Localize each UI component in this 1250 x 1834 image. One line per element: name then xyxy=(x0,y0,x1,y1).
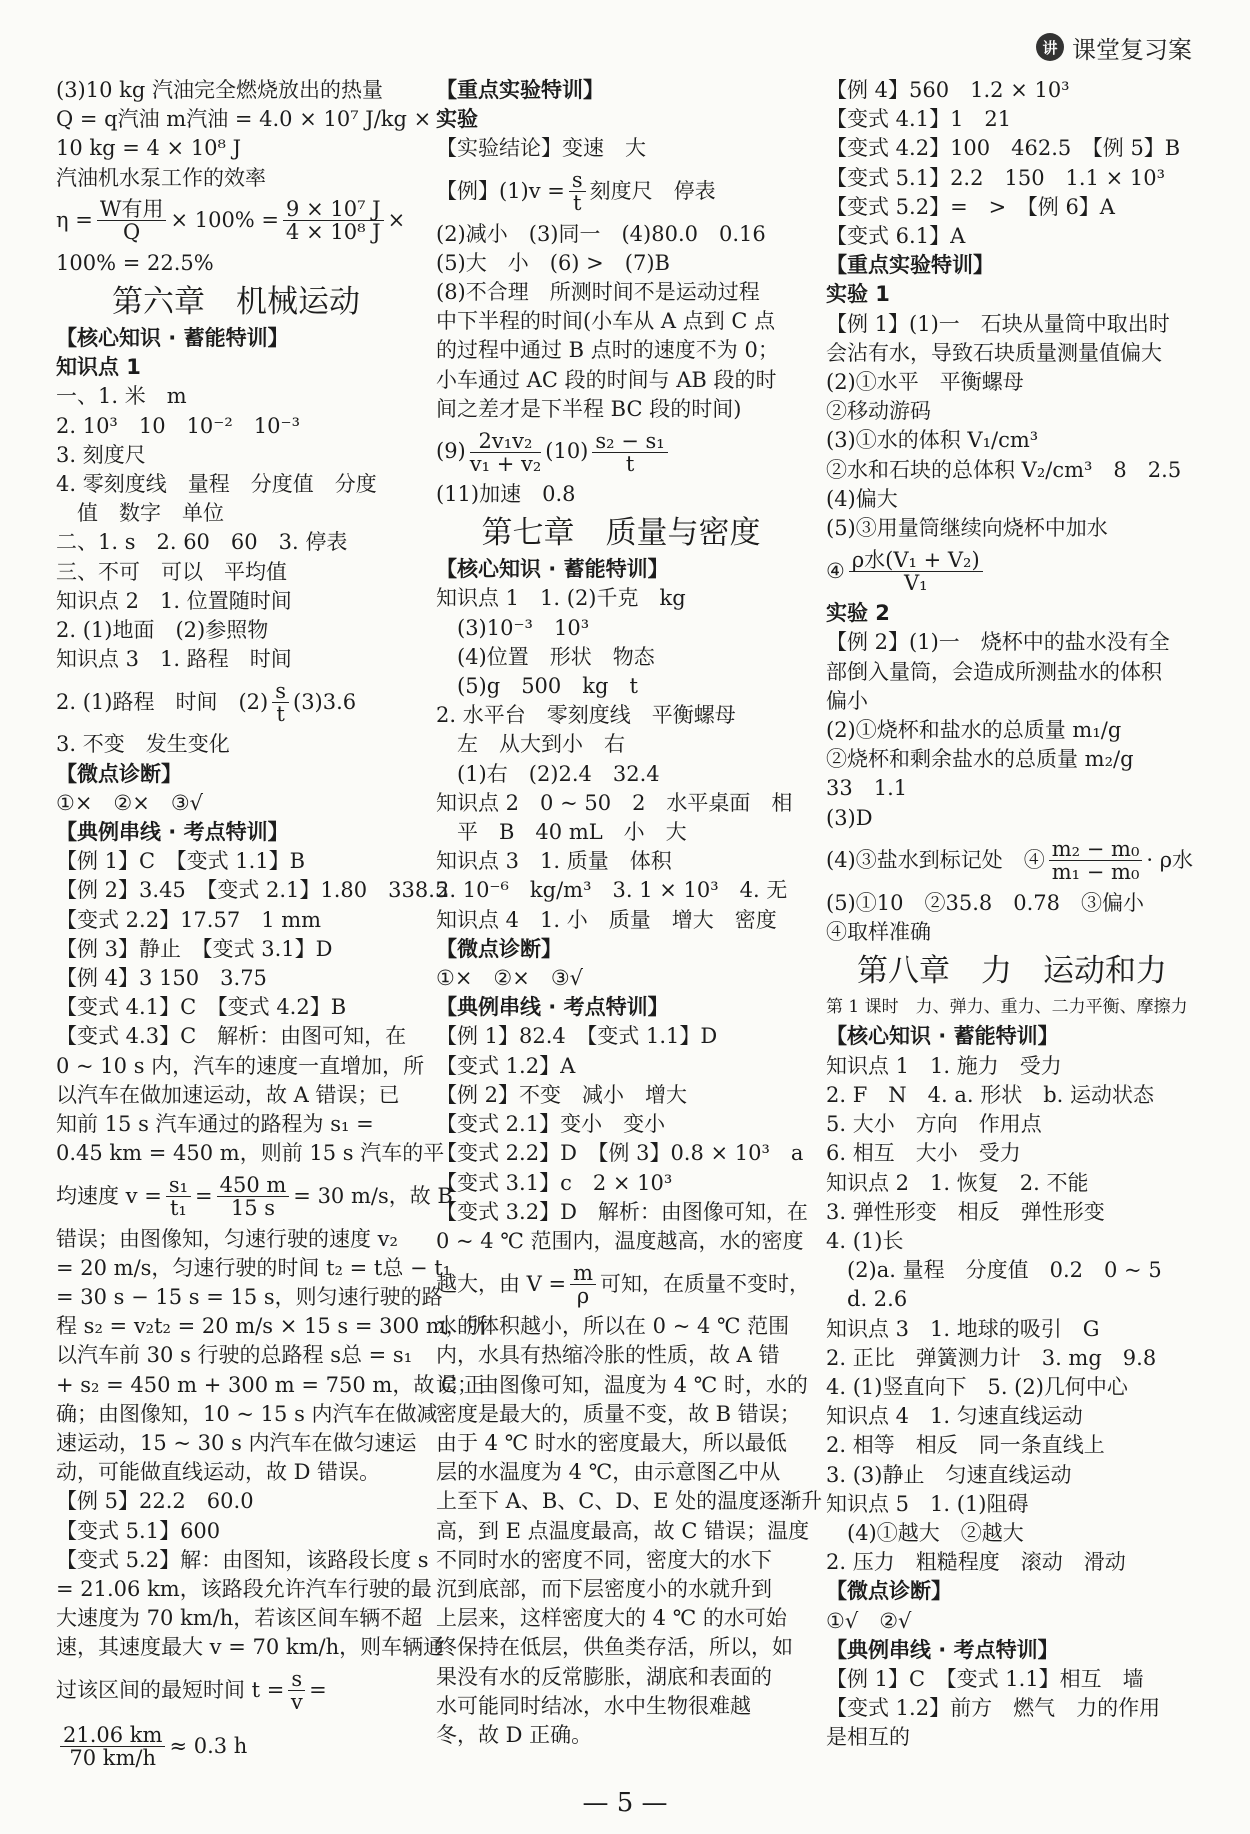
text-line: 5. 大小 方向 作用点 xyxy=(826,1112,1042,1137)
text-line: 三、不可 可以 平均值 xyxy=(56,559,287,584)
text: (10) xyxy=(545,439,589,464)
text-line: 上层来，这样密度大的 4 ℃ 的水可始 xyxy=(436,1606,787,1631)
text-line: 不同时水的密度不同，密度大的水下 xyxy=(436,1547,772,1572)
text-line: 以汽车在做加速运动，故 A 错误；已 xyxy=(56,1082,400,1107)
section-heading: 【微点诊断】 xyxy=(436,936,562,961)
chapter-title: 第七章 质量与密度 xyxy=(481,515,761,552)
text-line: 知识点 1 1. 施力 受力 xyxy=(826,1053,1062,1078)
text-line: (4)①越大 ②越大 xyxy=(826,1520,1024,1545)
text-line: (5)①10 ②35.8 0.78 ③偏小 xyxy=(826,890,1144,915)
experiment-heading: 实验 1 xyxy=(826,282,890,307)
fraction xyxy=(288,1668,305,1713)
text-line: 【变式 4.2】100 462.5 【例 5】B xyxy=(826,136,1181,161)
text-line: 知识点 2 1. 恢复 2. 不能 xyxy=(826,1170,1089,1195)
text-line: 值 数字 单位 xyxy=(56,501,224,526)
text-line-with-fraction xyxy=(56,674,416,730)
text-line: 【例 2】3.45 【变式 2.1】1.80 338.5 xyxy=(56,878,449,903)
text-line: 左 从大到小 右 xyxy=(436,732,625,757)
numerator: 450 m xyxy=(217,1174,290,1197)
text-line-with-fraction xyxy=(436,1256,811,1312)
text-line: 知识点 4 1. 匀速直线运动 xyxy=(826,1404,1083,1429)
formula-text: × xyxy=(387,208,406,233)
text-line: 2. F N 4. a. 形状 b. 运动状态 xyxy=(826,1082,1155,1107)
text-line: 汽油机水泵工作的效率 xyxy=(56,165,266,190)
text-line: (2)①水平 平衡螺母 xyxy=(826,370,1024,395)
denominator: Q xyxy=(123,220,141,245)
text: 可知，在质量不变时， xyxy=(600,1271,811,1296)
section-heading: 【核心知识 · 蓄能特训】 xyxy=(436,557,669,582)
text-line: 【变式 2.2】17.57 1 mm xyxy=(56,907,322,932)
text-line: 知识点 2 1. 位置随时间 xyxy=(56,588,292,613)
text-line: (2)a. 量程 分度值 0.2 0 ~ 5 xyxy=(826,1258,1162,1283)
text-line: 【变式 5.1】2.2 150 1.1 × 10³ xyxy=(826,165,1166,190)
text-line: 中下半程的时间(小车从 A 点到 C 点 xyxy=(436,309,776,334)
text-line: 沉到底部，而下层密度小的水就升到 xyxy=(436,1576,772,1601)
text-line: 100% = 22.5% xyxy=(56,250,214,275)
text-line: (3)①水的体积 V₁/cm³ xyxy=(826,428,1039,453)
text-line: 部倒入量筒，会造成所测盐水的体积 xyxy=(826,659,1162,684)
text-line: ④取样准确 xyxy=(826,920,931,945)
fraction xyxy=(283,198,384,243)
denominator: t xyxy=(625,451,635,476)
fraction xyxy=(1049,838,1143,883)
text-line: 4. (1)竖直向下 5. (2)几何中心 xyxy=(826,1374,1128,1399)
denominator: V₁ xyxy=(903,570,928,595)
text-line: 知识点 5 1. (1)阻碍 xyxy=(826,1491,1029,1516)
text-line: 【例 1】C 【变式 1.1】相互 墙 xyxy=(826,1666,1144,1691)
text-line: 2. (1)地面 (2)参照物 xyxy=(56,618,269,643)
text-line: 知识点 3 1. 路程 时间 xyxy=(56,647,292,672)
text-line: 会沾有水，导致石块质量测量值偏大 xyxy=(826,340,1162,365)
text-line: 动，可能做直线运动，故 D 错误。 xyxy=(56,1460,381,1485)
section-heading: 【微点诊断】 xyxy=(56,761,182,786)
text-line: 6. 相互 大小 受力 xyxy=(826,1141,1021,1166)
text-line: 【例 3】静止 【变式 3.1】D xyxy=(56,936,333,961)
text: ④ xyxy=(826,558,845,583)
text-line: (8)不合理 所测时间不是运动过程 xyxy=(436,280,760,305)
text-line-with-fraction xyxy=(436,424,806,480)
text-line: 【变式 5.2】解：由图知，该路段长度 s xyxy=(56,1547,429,1572)
text-line: 知前 15 s 汽车通过的路程为 s₁ = xyxy=(56,1112,374,1137)
text-line-with-fraction xyxy=(56,1169,453,1225)
section-heading: 【核心知识 · 蓄能特训】 xyxy=(826,1024,1059,1049)
text: 均速度 v = xyxy=(56,1183,162,1208)
numerator: s₁ xyxy=(166,1174,191,1197)
text-line: (4)位置 形状 物态 xyxy=(436,644,655,669)
text-line-with-fraction xyxy=(826,543,1198,599)
numerator: m₂ − m₀ xyxy=(1049,838,1143,861)
fraction xyxy=(166,1174,191,1219)
numerator: s xyxy=(272,680,289,703)
text-line: = 20 m/s，匀速行驶的时间 t₂ = t总 − t₁ xyxy=(56,1255,452,1280)
chapter-title: 第六章 机械运动 xyxy=(112,284,360,321)
text-line: 【例 2】不变 减小 增大 xyxy=(436,1082,688,1107)
text-line: 【例 4】560 1.2 × 10³ xyxy=(826,78,1070,102)
text-line: (5)③用量筒继续向烧杯中加水 xyxy=(826,516,1108,541)
denominator: 15 s xyxy=(230,1196,276,1220)
fraction xyxy=(569,169,586,214)
text-line: 3. 弹性形变 相反 弹性形变 xyxy=(826,1199,1105,1224)
text-line: 知识点 2 0 ~ 50 2 水平桌面 相 xyxy=(436,790,793,815)
text-line: 【变式 3.2】D 解析：由图像可知，在 xyxy=(436,1199,808,1224)
denominator: t xyxy=(276,701,285,726)
section-heading: 【核心知识 · 蓄能特训】 xyxy=(56,326,289,351)
denominator: m₁ − m₀ xyxy=(1051,860,1140,885)
denominator: t xyxy=(573,191,582,216)
text-line-with-fraction xyxy=(826,833,1198,889)
text: = xyxy=(309,1677,327,1702)
text-line: 高，到 E 点温度最高，故 C 错误；温度 xyxy=(436,1518,810,1543)
denominator: 70 km/h xyxy=(69,1746,157,1771)
page-number: — 5 — xyxy=(582,1788,668,1818)
text: 刻度尺 停表 xyxy=(589,179,716,203)
fraction xyxy=(272,680,289,725)
text-line: 【例 1】C 【变式 1.1】B xyxy=(56,849,306,874)
text-line: 确；由图像知，10 ~ 15 s 内汽车在做减 xyxy=(56,1401,438,1426)
numerator: s xyxy=(288,1668,305,1691)
text: 【例】(1)v = xyxy=(436,179,565,203)
text-line: 是相互的 xyxy=(826,1725,910,1750)
numerator: m xyxy=(570,1262,596,1285)
numerator: s xyxy=(569,169,586,192)
numerator: 9 × 10⁷ J xyxy=(283,198,384,221)
text-line: 的过程中通过 B 点时的速度不为 0； xyxy=(436,338,779,363)
text-line: = 21.06 km，该路段允许汽车行驶的最 xyxy=(56,1576,432,1601)
text-line: (5)g 500 kg t xyxy=(436,674,638,699)
text-line: 【例 5】22.2 60.0 xyxy=(56,1489,254,1514)
section-heading: 【典例串线 · 考点特训】 xyxy=(56,820,289,845)
page-header xyxy=(1036,30,1192,64)
text-line: 程 s₂ = v₂t₂ = 20 m/s × 15 s = 300 m，所 xyxy=(56,1314,488,1339)
text-line: 0.45 km = 450 m，则前 15 s 汽车的平 xyxy=(56,1141,445,1166)
text-line: ①× ②× ③√ xyxy=(436,966,584,991)
text-line: 错误；由图像知，匀速行驶的速度 v₂ xyxy=(56,1226,398,1251)
text-line: 【变式 6.1】A xyxy=(826,224,966,249)
fraction xyxy=(470,430,542,475)
text-line: 水的体积越小，所以在 0 ~ 4 ℃ 范围 xyxy=(436,1314,790,1339)
text: = 30 m/s，故 B xyxy=(293,1183,453,1208)
text-line: ①× ②× ③√ xyxy=(56,790,204,815)
fraction xyxy=(570,1262,596,1307)
text: (4)③盐水到标记处 ④ xyxy=(826,848,1045,873)
text-line: 偏小 xyxy=(826,688,868,713)
text-line: 误；由图像可知，温度为 4 ℃ 时，水的 xyxy=(436,1372,808,1397)
text-line: 3. 刻度尺 xyxy=(56,442,146,467)
text-line: 二、1. s 2. 60 60 3. 停表 xyxy=(56,530,348,555)
text-line: 速运动，15 ~ 30 s 内汽车在做匀速运 xyxy=(56,1430,417,1455)
text-line: 【变式 4.1】C 【变式 4.2】B xyxy=(56,995,347,1020)
section-heading: 【典例串线 · 考点特训】 xyxy=(436,995,669,1020)
text-line: 0 ~ 10 s 内，汽车的速度一直增加，所 xyxy=(56,1053,425,1078)
text-line: 内，水具有热缩冷胀的性质，故 A 错 xyxy=(436,1343,780,1368)
text-line: ②烧杯和剩余盐水的总质量 m₂/g xyxy=(826,747,1134,772)
experiment-heading: 实验 2 xyxy=(826,601,890,626)
text-line: 【变式 2.1】变小 变小 xyxy=(436,1112,666,1137)
text-line: (11)加速 0.8 xyxy=(436,482,576,507)
text-line: 【实验结论】变速 大 xyxy=(436,136,646,161)
knowledge-point-heading: 知识点 1 xyxy=(56,355,141,380)
text-line: 【例 2】(1)一 烧杯中的盐水没有全 xyxy=(826,630,1170,655)
text-line: 【例 4】3 150 3.75 xyxy=(56,966,267,991)
denominator: ρ xyxy=(576,1283,590,1308)
section-heading: 【微点诊断】 xyxy=(826,1579,952,1604)
text-line: 4. (1)长 xyxy=(826,1228,904,1253)
text-line: 【变式 5.1】600 xyxy=(56,1518,221,1543)
text-line: 【变式 2.2】D 【例 3】0.8 × 10³ a xyxy=(436,1141,804,1166)
text-line: 33 1.1 xyxy=(826,776,908,801)
denominator: t₁ xyxy=(169,1196,187,1220)
fraction xyxy=(60,1724,165,1769)
text-line: ②水和石块的总体积 V₂/cm³ 8 2.5 xyxy=(826,457,1182,482)
text: 2. (1)路程 时间 (2) xyxy=(56,689,269,714)
text-line: ①√ ②√ xyxy=(826,1608,912,1633)
text-line: 层的水温度为 4 ℃，由示意图乙中从 xyxy=(436,1460,781,1485)
text-line: 2. 10³ 10 10⁻² 10⁻³ xyxy=(56,413,301,438)
fraction xyxy=(592,430,667,475)
text-line: 小车通过 AC 段的时间与 AB 段的时 xyxy=(436,367,777,392)
text-line: Q = q汽油 m汽油 = 4.0 × 10⁷ J/kg × xyxy=(56,107,432,132)
text-line: + s₂ = 450 m + 300 m = 750 m，故 C 正 xyxy=(56,1372,485,1397)
text: 过该区间的最短时间 t = xyxy=(56,1677,285,1702)
text-line: 10 kg = 4 × 10⁸ J xyxy=(56,136,242,161)
text-line: (3)10⁻³ 10³ xyxy=(436,615,590,640)
numerator: ρ水(V₁ + V₂) xyxy=(849,549,983,572)
section-heading: 【重点实验特训】 xyxy=(826,253,994,278)
text-line: 0 ~ 4 ℃ 范围内，温度越高，水的密度 xyxy=(436,1228,804,1253)
text-line: 密度是最大的，质量不变，故 B 错误； xyxy=(436,1401,801,1426)
text-line: 由于 4 ℃ 时水的密度最大，所以最低 xyxy=(436,1430,787,1455)
text-line: 知识点 1 1. (2)千克 kg xyxy=(436,586,686,611)
text-line: 【变式 1.2】前方 燃气 力的作用 xyxy=(826,1696,1161,1721)
text-line: = 30 s − 15 s = 15 s，则匀速行驶的路 xyxy=(56,1284,443,1309)
text-line: 一、1. 米 m xyxy=(56,384,187,409)
text-line: d. 2.6 xyxy=(826,1287,908,1312)
text-line: 冬，故 D 正确。 xyxy=(436,1722,593,1747)
text-line-with-fraction xyxy=(56,1719,416,1775)
numerator: 2v₁v₂ xyxy=(470,430,542,453)
column-2 xyxy=(436,76,823,1750)
text-line: 2. 压力 粗糙程度 滚动 滑动 xyxy=(826,1550,1126,1575)
text-line: (2)减小 (3)同一 (4)80.0 0.16 xyxy=(436,221,766,246)
section-heading: 【重点实验特训】 xyxy=(436,78,604,102)
text: 越大，由 V = xyxy=(436,1271,567,1296)
text-line: 速，其速度最大 v = 70 km/h，则车辆通 xyxy=(56,1635,445,1660)
text-line: ②移动游码 xyxy=(826,399,931,424)
lesson-title: 第 1 课时 力、弹力、重力、二力平衡、摩擦力 xyxy=(826,997,1188,1018)
text-line: (3)D xyxy=(826,805,873,830)
text-line: 【例 1】82.4 【变式 1.1】D xyxy=(436,1024,718,1049)
fraction xyxy=(217,1174,290,1219)
text-line-with-fraction xyxy=(56,1663,416,1719)
text-line: 果没有水的反常膨胀，湖底和表面的 xyxy=(436,1664,772,1689)
denominator: v₁ + v₂ xyxy=(469,451,542,476)
numerator: s₂ − s₁ xyxy=(592,430,667,453)
text-line: 以汽车前 30 s 行驶的总路程 s总 = s₁ xyxy=(56,1343,413,1368)
fraction xyxy=(97,198,167,243)
text-line: (5)大 小 (6) > (7)B xyxy=(436,250,670,275)
text: (9) xyxy=(436,439,466,464)
chapter-title: 第八章 力 运动和力 xyxy=(857,953,1167,990)
text-line: (2)①烧杯和盐水的总质量 m₁/g xyxy=(826,718,1122,743)
text: · ρ水 xyxy=(1146,848,1194,873)
numerator: 21.06 km xyxy=(60,1724,165,1747)
text-line: 2. 正比 弹簧测力计 3. mg 9.8 xyxy=(826,1345,1157,1370)
text: ≈ 0.3 h xyxy=(169,1733,248,1758)
text-line: 2. 相等 相反 同一条直线上 xyxy=(826,1433,1105,1458)
text-line: 【变式 4.1】1 21 xyxy=(826,107,1012,132)
text-line: 平 B 40 mL 小 大 xyxy=(436,820,687,845)
text-line: 【变式 1.2】A xyxy=(436,1053,576,1078)
brand-logo-icon: 讲 xyxy=(1036,33,1064,61)
text: = xyxy=(195,1183,213,1208)
text-line: 3. 不变 发生变化 xyxy=(56,732,230,757)
text-line: 知识点 3 1. 质量 体积 xyxy=(436,849,672,874)
text-line: 3. (3)静止 匀速直线运动 xyxy=(826,1462,1072,1487)
experiment-heading: 实验 xyxy=(436,107,478,132)
numerator: W有用 xyxy=(97,198,167,221)
efficiency-formula xyxy=(56,193,416,249)
text-line: (3)10 kg 汽油完全燃烧放出的热量 xyxy=(56,78,383,102)
text-line: 知识点 4 1. 小 质量 增大 密度 xyxy=(436,907,777,932)
denominator: v xyxy=(290,1690,303,1715)
text-line: 【变式 3.1】c 2 × 10³ xyxy=(436,1170,673,1195)
formula-text: × 100% = xyxy=(170,208,280,233)
text-line: 【变式 4.3】C 解析：由图可知，在 xyxy=(56,1024,407,1049)
header-title: 课堂复习案 xyxy=(1072,35,1192,64)
fraction xyxy=(849,549,983,594)
column-3 xyxy=(826,76,1198,1753)
text: (3)3.6 xyxy=(293,689,357,714)
text-line: 水可能同时结冰，水中生物很难越 xyxy=(436,1693,751,1718)
text-line: 【变式 5.2】= > 【例 6】A xyxy=(826,194,1115,219)
text-line: 知识点 3 1. 地球的吸引 G xyxy=(826,1316,1100,1341)
formula-text: η = xyxy=(56,208,93,233)
text-line: 4. 零刻度线 量程 分度值 分度 xyxy=(56,472,377,497)
text-line: 大速度为 70 km/h，若该区间车辆不超 xyxy=(56,1606,423,1631)
text-line: 2. 水平台 零刻度线 平衡螺母 xyxy=(436,703,736,728)
text-line-with-fraction xyxy=(436,164,806,220)
section-heading: 【典例串线 · 考点特训】 xyxy=(826,1637,1059,1662)
text-line: (4)偏大 xyxy=(826,486,898,511)
text-line: 终保持在低层，供鱼类存活，所以，如 xyxy=(436,1635,793,1660)
text-line: (1)右 (2)2.4 32.4 xyxy=(436,761,660,786)
denominator: 4 × 10⁸ J xyxy=(286,220,381,245)
text-line: 2. 10⁻⁶ kg/m³ 3. 1 × 10³ 4. 无 xyxy=(436,878,788,903)
text-line: 【例 1】(1)一 石块从量筒中取出时 xyxy=(826,311,1170,336)
text-line: 间之差才是下半程 BC 段的时间) xyxy=(436,396,742,421)
text-line: 上至下 A、B、C、D、E 处的温度逐渐升 xyxy=(436,1489,823,1514)
